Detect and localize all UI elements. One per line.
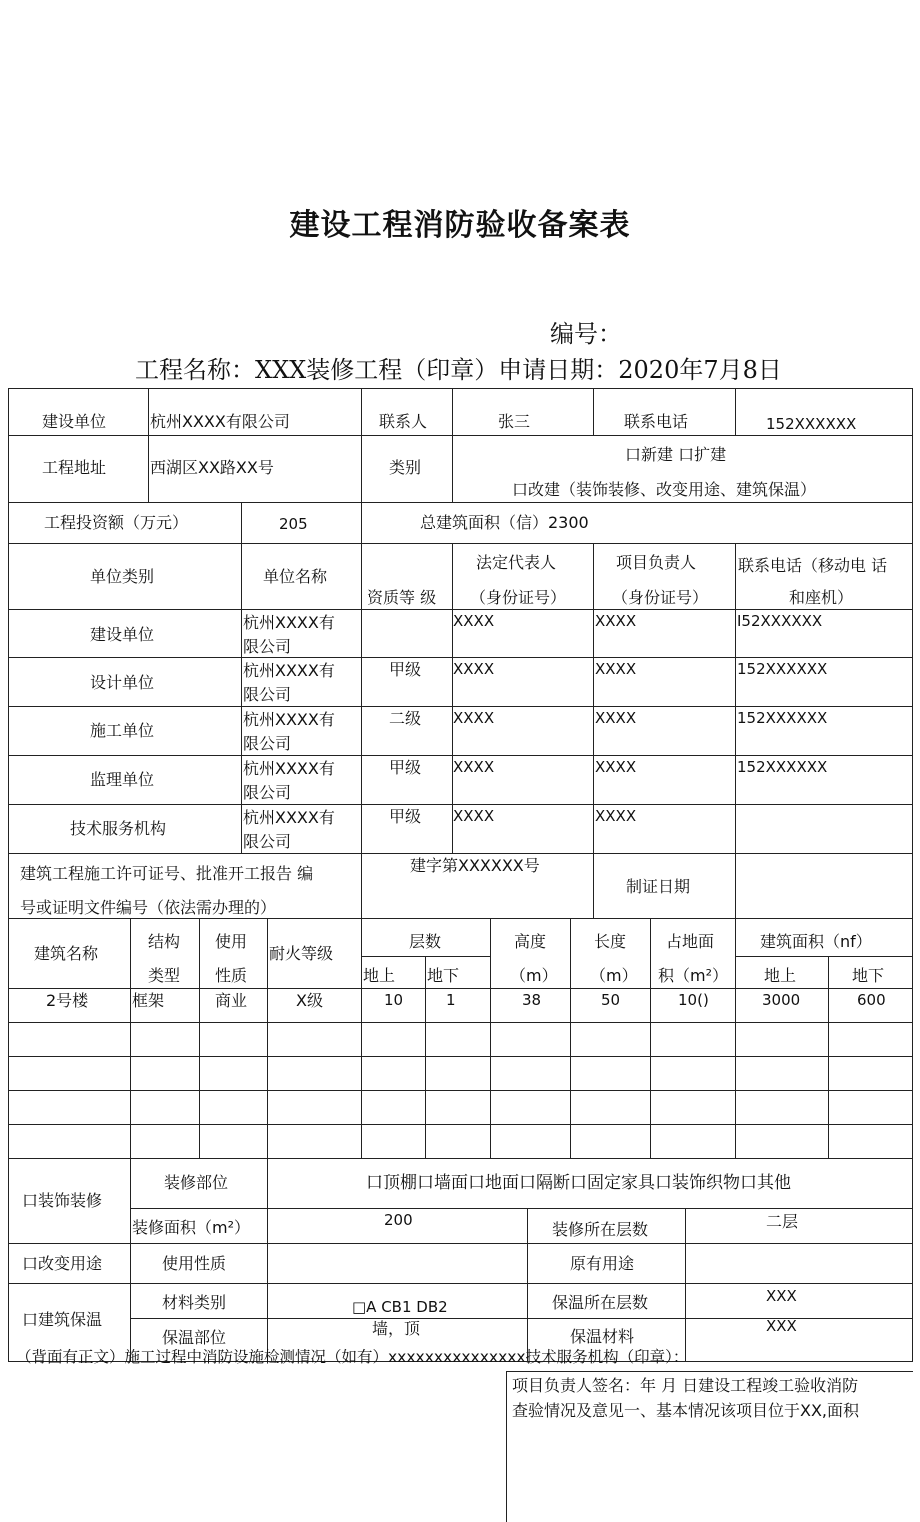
contact-value: 张三 [498, 412, 531, 431]
decoration-part-label: 装修部位 [164, 1173, 229, 1192]
bldg-use-header-2: 性质 [215, 966, 248, 985]
unit-name-cont: 限公司 [243, 685, 292, 704]
unit-name-cont: 限公司 [243, 832, 292, 851]
decoration-floor-label: 装修所在层数 [552, 1220, 649, 1239]
bldg-fire-header: 耐火等级 [269, 944, 334, 963]
phone-label: 联系电话 [624, 412, 689, 431]
unit-name: 杭州XXXX有 [243, 710, 335, 729]
unit-legal: XXXX [453, 709, 495, 727]
bldg-below: 1 [446, 991, 456, 1009]
unit-qual: 甲级 [389, 807, 422, 826]
decoration-part-value: 口顶棚口墙面口地面口隔断口固定家具口装饰织物口其他 [366, 1173, 791, 1193]
decoration-label: 口装饰装修 [22, 1191, 103, 1210]
permit-date-label: 制证日期 [626, 877, 691, 896]
unit-legal: XXXX [453, 758, 495, 776]
category-label: 类别 [389, 458, 422, 477]
unit-phone: 152XXXXXX [737, 758, 828, 776]
form-number-label: 编号： [550, 320, 622, 348]
unit-manager: XXXX [595, 758, 637, 776]
bldg-land: 10() [678, 991, 709, 1009]
unit-type: 建设单位 [90, 625, 155, 644]
bldg-above-header: 地上 [363, 966, 396, 985]
unit-name-cont: 限公司 [243, 734, 292, 753]
contact-label: 联系人 [379, 412, 428, 431]
insulation-part-label: 保温部位 [162, 1328, 227, 1347]
bldg-below-header: 地下 [427, 966, 460, 985]
bldg-height-header-2: （m） [510, 966, 558, 985]
bldg-struct-header-2: 类型 [148, 966, 181, 985]
project-line: 工程名称：XXX装修工程（印章）申请日期：2020年7月8日 [135, 356, 782, 384]
address-label: 工程地址 [42, 458, 107, 477]
permit-value: 建字第XXXXXX号 [410, 856, 540, 875]
usage-label: 口改变用途 [22, 1254, 103, 1273]
bldg-fire: X级 [296, 991, 323, 1010]
bldg-use: 商业 [215, 991, 248, 1010]
unit-type: 设计单位 [90, 673, 155, 692]
unit-manager: XXXX [595, 660, 637, 678]
unit-manager: XXXX [595, 709, 637, 727]
bldg-area-header: 建筑面积（nf） [760, 932, 872, 951]
bldg-area-above: 3000 [762, 991, 801, 1009]
page-title: 建设工程消防验收备案表 [289, 208, 631, 243]
bldg-area-above-header: 地上 [764, 966, 797, 985]
unit-manager: XXXX [595, 807, 637, 825]
unit-qual: 二级 [389, 709, 422, 728]
total-area: 总建筑面积（信）2300 [420, 513, 589, 532]
bldg-name: 2号楼 [46, 991, 89, 1010]
unit-phone: I52XXXXXX [737, 612, 823, 630]
address-value: 西湖区XX路XX号 [150, 458, 274, 477]
insulation-label: 口建筑保温 [22, 1310, 103, 1329]
usage-nature-label: 使用性质 [162, 1254, 227, 1273]
bldg-area-below-header: 地下 [852, 966, 885, 985]
insulation-part-value: 墙，顶 [372, 1319, 421, 1338]
bldg-height: 38 [522, 991, 542, 1009]
bldg-struct-header-1: 结构 [148, 932, 181, 951]
unit-qual: 甲级 [389, 660, 422, 679]
insulation-material-label: 保温材料 [570, 1327, 635, 1346]
bldg-land-header-1: 占地面 [666, 932, 715, 951]
sign-line-2: 查验情况及意见一、基本情况该项目位于XX,面积 [512, 1401, 860, 1420]
bldg-above: 10 [384, 991, 404, 1009]
unit-name-cont: 限公司 [243, 637, 292, 656]
permit-label-2: 号或证明文件编号（依法需办理的） [20, 898, 277, 917]
units-phone-header-2: 和座机） [789, 588, 854, 607]
footer-line: （背面有正文）施工过程中消防设施检测情况（如有）xxxxxxxxxxxxxxx技术服务机构（印章）： [16, 1348, 689, 1366]
unit-legal: XXXX [453, 612, 495, 630]
decoration-area-value: 200 [384, 1211, 413, 1229]
unit-type: 施工单位 [90, 721, 155, 740]
insulation-material-type-value: □A CB1 DB2 [352, 1298, 448, 1316]
bldg-use-header-1: 使用 [215, 932, 248, 951]
bldg-height-header-1: 高度 [514, 932, 547, 951]
unit-name: 杭州XXXX有 [243, 613, 335, 632]
category-options-1: 口新建 口扩建 [625, 445, 727, 464]
unit-name: 杭州XXXX有 [243, 661, 335, 680]
permit-label-1: 建筑工程施工许可证号、批准开工报告 编 [20, 864, 314, 883]
bldg-land-header-2: 积（m²） [658, 966, 729, 985]
bldg-floors-header: 层数 [409, 932, 442, 951]
investment-value: 205 [279, 515, 308, 533]
units-manager-header-1: 项目负责人 [616, 553, 697, 572]
unit-name-cont: 限公司 [243, 783, 292, 802]
unit-type: 监理单位 [90, 770, 155, 789]
units-type-header: 单位类别 [90, 567, 155, 586]
units-manager-header-2: （身份证号） [612, 588, 709, 607]
bldg-length-header-1: 长度 [594, 932, 627, 951]
insulation-material-value: XXX [766, 1317, 797, 1335]
unit-phone: 152XXXXXX [737, 660, 828, 678]
bldg-length: 50 [601, 991, 621, 1009]
investment-label: 工程投资额（万元） [44, 513, 189, 532]
decoration-floor-value: 二层 [766, 1212, 799, 1231]
category-options-2: 口改建（装饰装修、改变用途、建筑保温） [512, 480, 817, 499]
units-name-header: 单位名称 [263, 567, 328, 586]
units-phone-header-1: 联系电话（移动电 话 [738, 556, 888, 575]
insulation-material-type-label: 材料类别 [162, 1293, 227, 1312]
bldg-area-below: 600 [857, 991, 886, 1009]
unit-legal: XXXX [453, 660, 495, 678]
units-legal-header-1: 法定代表人 [476, 553, 557, 572]
insulation-floor-value: XXX [766, 1287, 797, 1305]
unit-name: 杭州XXXX有 [243, 759, 335, 778]
usage-original-label: 原有用途 [570, 1254, 635, 1273]
build-unit-value: 杭州XXXX有限公司 [150, 412, 290, 431]
bldg-name-header: 建筑名称 [34, 944, 99, 963]
bldg-struct: 框架 [132, 991, 165, 1010]
build-unit-label: 建设单位 [42, 412, 107, 431]
units-qual-header: 资质等 级 [367, 588, 437, 607]
unit-type: 技术服务机构 [70, 819, 167, 838]
bldg-length-header-2: （m） [590, 966, 638, 985]
sign-line-1: 项目负责人签名：年 月 日建设工程竣工验收消防 [512, 1376, 859, 1395]
unit-legal: XXXX [453, 807, 495, 825]
unit-phone: 152XXXXXX [737, 709, 828, 727]
decoration-area-label: 装修面积（m²） [132, 1218, 251, 1237]
unit-qual: 甲级 [389, 758, 422, 777]
phone-value: 152XXXXXX [766, 415, 857, 433]
insulation-floor-label: 保温所在层数 [552, 1293, 649, 1312]
units-legal-header-2: （身份证号） [470, 588, 567, 607]
unit-name: 杭州XXXX有 [243, 808, 335, 827]
unit-manager: XXXX [595, 612, 637, 630]
